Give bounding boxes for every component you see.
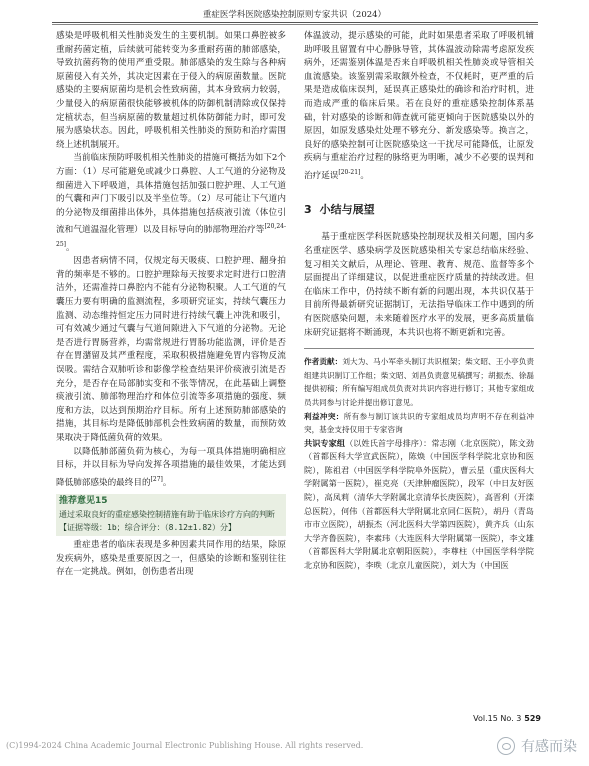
paragraph: 当前临床预防呼吸机相关性肺炎的措施可概括为如下2个方面：（1）尽可能避免或减少口鼻腔、人工气道的分泌物及细菌进入下呼吸道，具体措施包括加强口腔护理、人工气道的气囊和声门下吸引以及半坐位等。（2）尽可能让下气道内的分泌物及细菌排出体外，具体措施包括痰液引流（体位引流和气道温湿化管理）以及目标导向的肺部物理治疗等[20,24-25]。 bbox=[56, 153, 286, 253]
citation: [20-21] bbox=[338, 168, 361, 176]
divider bbox=[304, 348, 534, 349]
expert-panel: 共识专家组（以姓氏首字母排序）：常志刚（北京医院），陈文劲（首都医科大学宣武医院），陈焕（中国医学科学院北京协和医院），陈祖君（中国医学科学院阜外医院），曹云星（重庆医科大学附属第一医院），崔克亮（天津肿瘤医院），段军（中日友好医院），高凤莉（清华大学附属北京清华长庚医院），高晋利（开滦总医院），何伟（首都医科大学附属北京同仁医院），胡丹（青岛市市立医院），胡振杰（河北医科大学第四医院），黄齐兵（山东大学齐鲁医院），李素玮（大连医科大学附属第一医院），李文雄（首都医科大学附属北京朝阳医院），李尊柱（中国医学科学院北京协和医院），李昳（北京儿童医院），刘大为（中国医 bbox=[304, 437, 534, 571]
right-column bbox=[304, 30, 534, 573]
section-title: 小结与展望 bbox=[319, 203, 375, 217]
paragraph: 重症患者的临床表现是多种因素共同作用的结果，除原发疾病外，感染是重要原因之一，但感染的诊断和鉴别往往存在一定挑战。例如，创伤患者出现 bbox=[56, 540, 286, 578]
recommendation-box bbox=[56, 494, 286, 536]
section-heading bbox=[304, 201, 534, 217]
paragraph: 因患者病情不同，仅规定每天吸痰、口腔护理、翻身拍背的频率是不够的。口腔护理除每天按要求定时进行口腔清洁外，还需准持口鼻腔内不能有分泌物积聚。人工气道的气囊压力要有明确的监测流程，多项研究证实，持续气囊压力监测、动态维持恒定压力同时进行持续气囊上冲洗和吸引，可有效减少通过气囊与气道间隙进入下气道的分泌物。无论是否进行胃肠营养，均需常规进行胃肠功能监测，评价是否存在胃潴留及其严重程度，采取积极措施避免胃内容物反流误吸。需结合双肺听诊和影像学检查结果评价痰液引流是否充分，是否存在局部肺实变和不张等情况，在此基础上调整痰液引流、肺部物理治疗和体位引流等多项措施的强度、频度和方法，以达到预期治疗目标。所有上述预防肺部感染的措施，其目标均是降低肺部机会性致病菌的数量，而预防效果取决于降低菌负荷的效果。 bbox=[56, 256, 286, 443]
running-header: 重症医学科医院感染控制原则专家共识（2024） bbox=[202, 10, 387, 20]
header-rule-thin bbox=[52, 24, 538, 25]
paragraph: 以降低肺部菌负荷为核心，为每一项具体措施明确相应目标，并以目标为导向发挥各项措施的最佳效果，才能达到降低肺部感染的最终目的[27]。 bbox=[56, 446, 286, 488]
recommendation-body: 通过采取良好的重症感染控制措施有助于临床诊疗方向的判断【证据等级：1b；综合评分：（8.12±1.82）分】 bbox=[59, 510, 275, 533]
wechat-icon bbox=[497, 737, 515, 755]
conflict-of-interest: 利益冲突：所有参与制订该共识的专家组成员均声明不存在利益冲突，基金支持仅用于专家咨询 bbox=[304, 411, 535, 435]
copyright-notice: (C)1994-2024 China Academic Journal Electronic Publishing House. All rights reserved. bbox=[6, 741, 364, 750]
left-column bbox=[56, 30, 286, 580]
paragraph: 基于重症医学科医院感染控制现状及相关问题，国内多名重症医学、感染病学及医院感染相关专家总结临床经验、复习相关文献后，从理论、管理、教育、规范、监督等多个层面提出了详细建议，以促进重症医疗质量的持续改进。但在临床工作中，仍持续不断有新的问题出现，本共识仅基于目前所得最新研究证据制订，无法指导临床工作中遇到的所有医院感染问题，未来随着医疗水平的发展，更多高质量临床研究证据将不断涌现，本共识也将不断更新和完善。 bbox=[304, 232, 534, 338]
recommendation-title: 推荐意见15 bbox=[59, 496, 108, 507]
paragraph: 体温波动，提示感染的可能，此时如果患者采取了呼吸机辅助呼吸且留置有中心静脉导管，其体温波动除需考虑原发疾病外，还需鉴别体温是否来自呼吸机相关性肺炎或导管相关血流感染。该鉴别需采取额外检查，不仅耗时，更严重的后果是造成临床误判，延误真正感染灶的确诊和治疗时机，进而造成严重的临床后果。若在良好的重症感染控制体系基础，针对感染的诊断和筛查就可能更倾向于医院感染以外的原因，如原发感染灶处理不够充分、新发感染等。换言之，良好的感染控制可让医院感染这一干扰尽可能降低，让原发疾病与重症治疗过程的脉络更为明晰，减少不必要的误判和治疗延误[20-21]。 bbox=[304, 31, 534, 181]
page-number: Vol.15 No. 3 529 bbox=[473, 714, 541, 723]
citation: [20,24-25] bbox=[56, 223, 286, 248]
paragraph: 感染是呼吸机相关性肺炎发生的主要机制。如果口鼻腔被多重耐药菌定植，后续就可能转变为多重耐药菌的肺部感染，导致抗菌药物的使用严重受限。肺部感染的发生除与各种病原菌侵入有关外，其决定因素在于侵入的病原菌数量。医院感染的主要病原菌均是机会性致病菌，其本身致病力较弱，少量侵入的病原菌很快能够被机体的防御机制清除或仅保持定植状态，但当病原菌的数量超过机体防御能力时，即可发展为感染状态。因此，呼吸机相关性肺炎的预防和治疗需围绕上述机制展开。 bbox=[56, 31, 286, 150]
author-contribution: 作者贡献：刘大为、马小军牵头制订共识框架；柴文昭、王小亭负责组建共识制订工作组；柴文昭、刘昌负责意见稿撰写；胡振杰、徐磊提供初稿；所有编写组成员负责对共识内容进行修订；其他专家组成员共同参与讨论并提出修订意见。 bbox=[304, 357, 535, 407]
citation: [27] bbox=[150, 475, 163, 483]
watermark bbox=[497, 736, 577, 756]
section-number: 3 bbox=[304, 203, 312, 217]
watermark-text: 有感而染 bbox=[521, 739, 577, 755]
header-rule bbox=[52, 22, 538, 23]
